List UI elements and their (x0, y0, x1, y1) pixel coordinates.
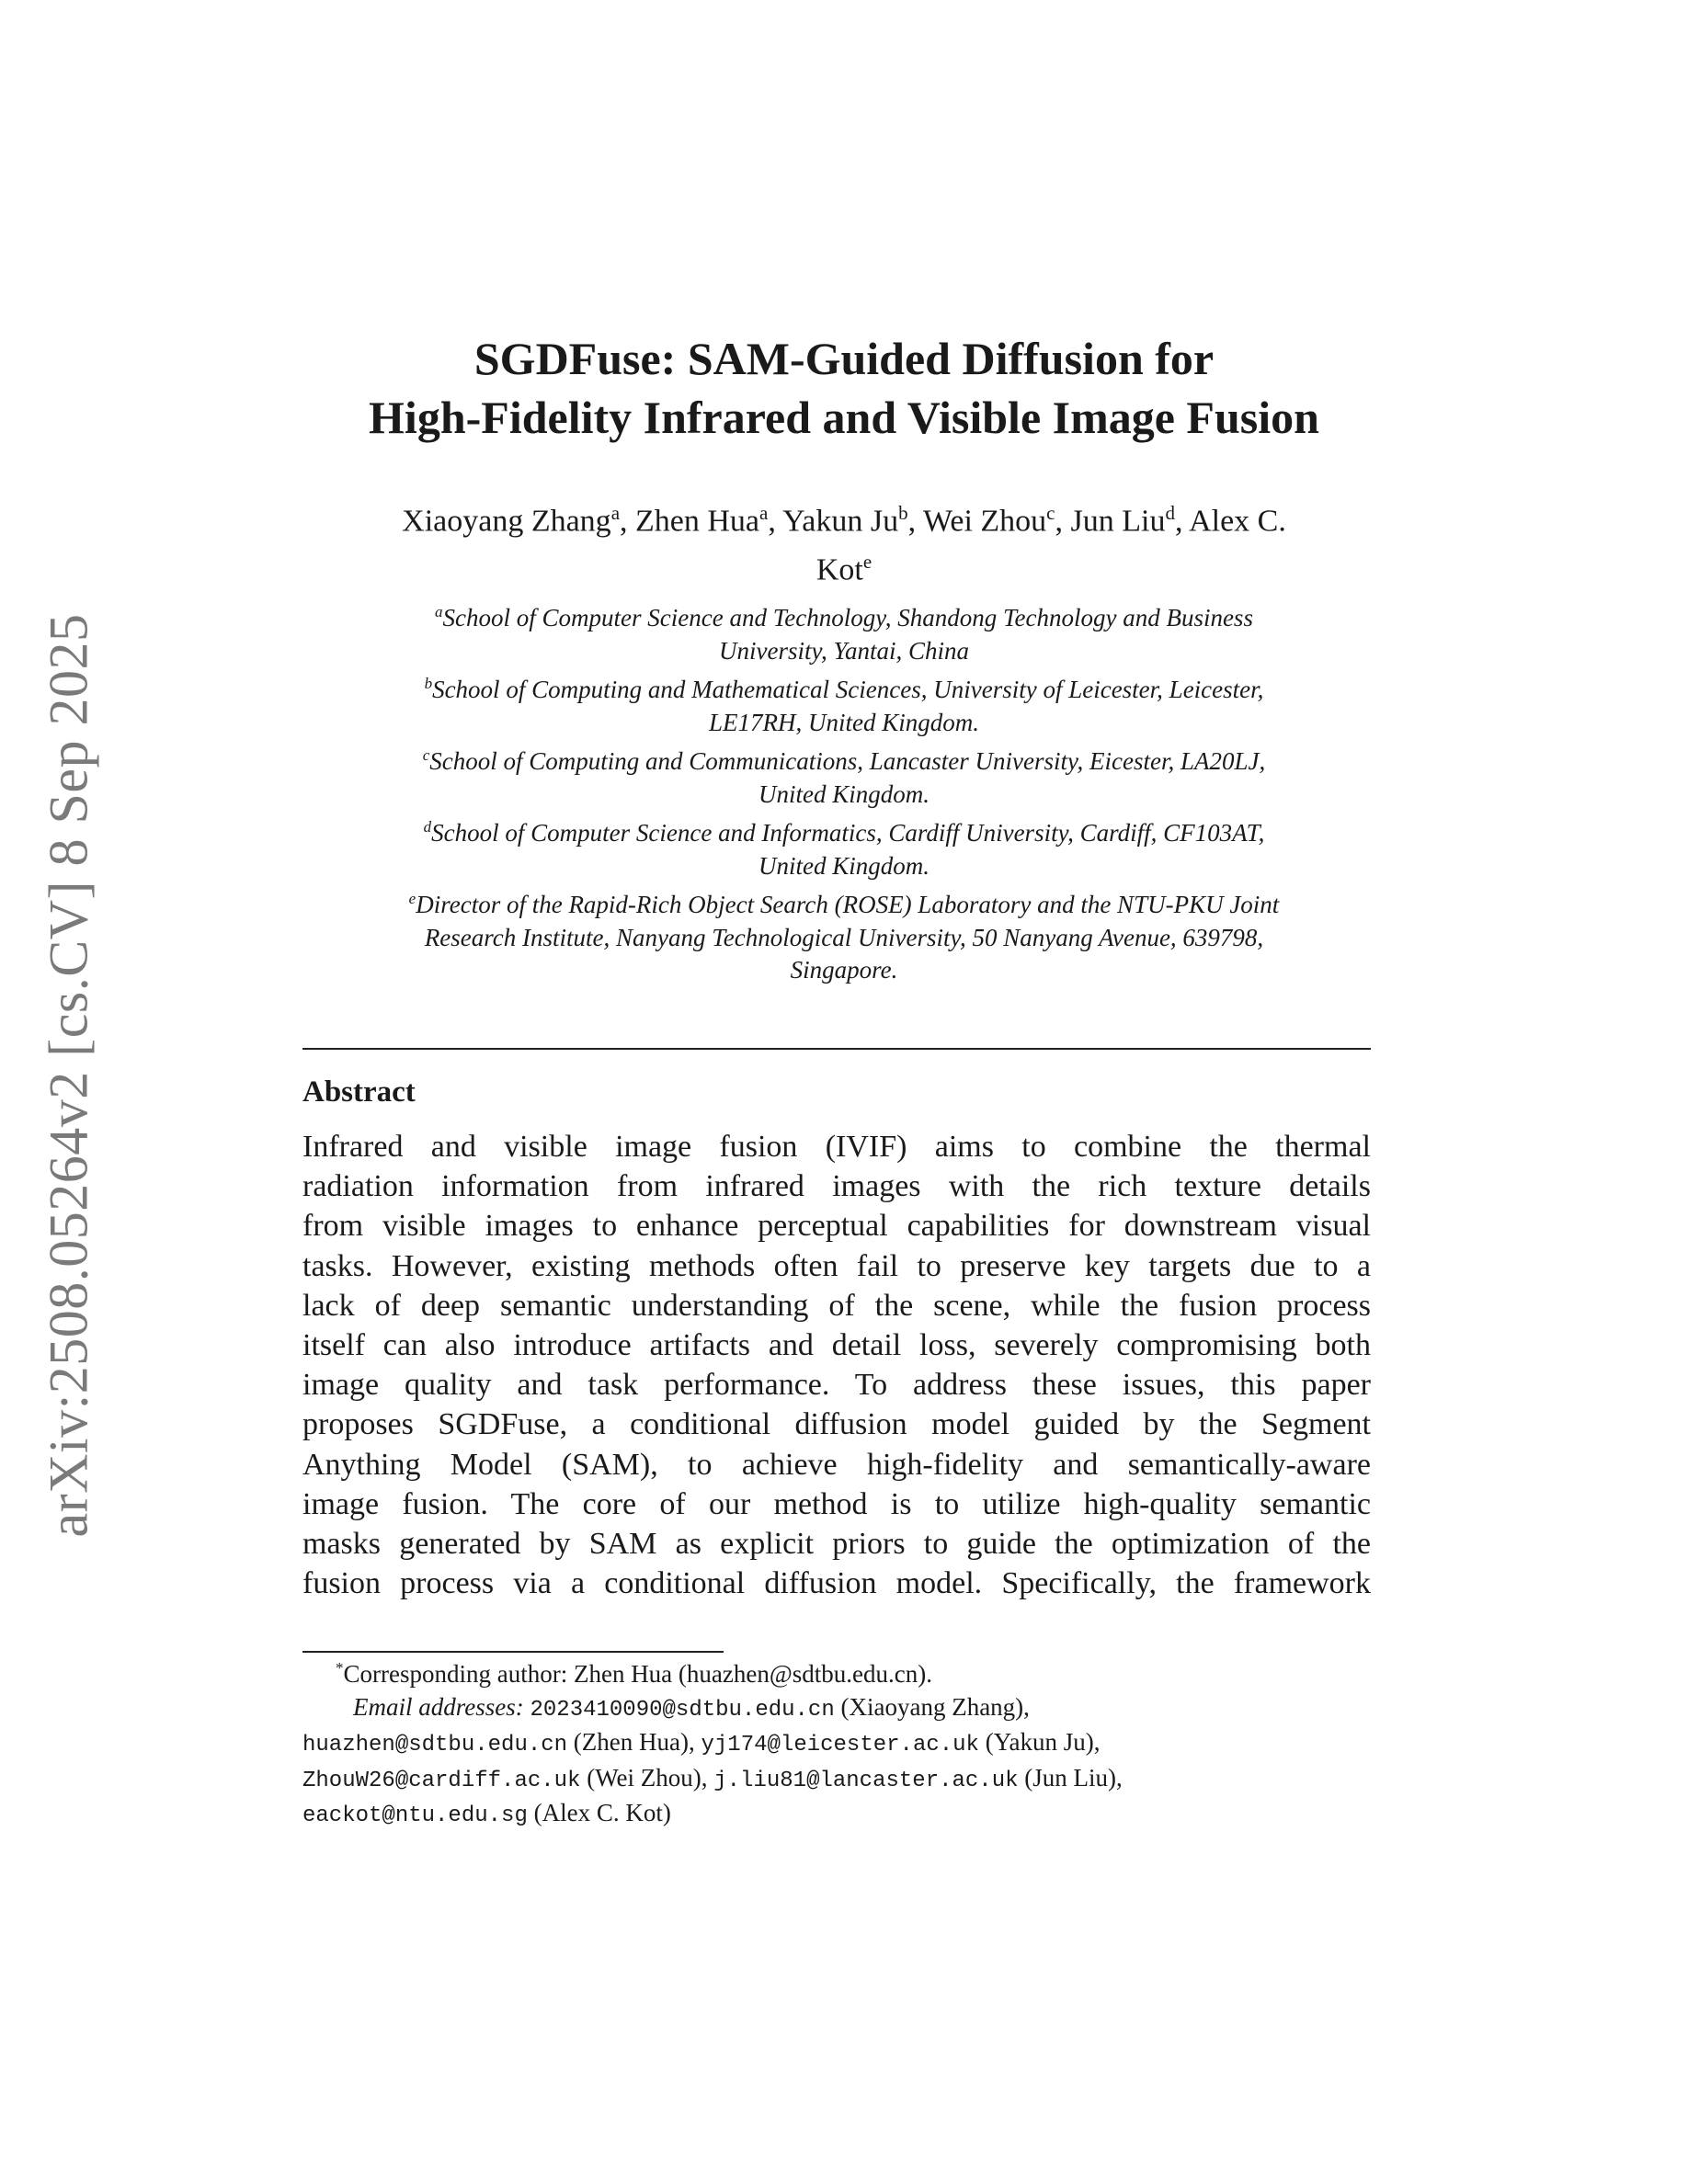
abstract-line: fusion process via a conditional diffusion model. Specifically, the framework (302, 1566, 1371, 1601)
author-name: Yakun Ju (782, 504, 899, 539)
affiliation-e (303, 882, 1385, 987)
author-name: Wei Zhou (922, 504, 1047, 539)
abstract-line: Infrared and visible image fusion (IVIF) aims to combine the thermal (302, 1130, 1371, 1164)
email-owner: (Xiaoyang Zhang), (834, 1692, 1030, 1721)
abstract-line: image fusion. The core of our method is to utilize high-quality semantic (302, 1486, 1371, 1521)
author-separator: , (1174, 504, 1190, 539)
arxiv-stamp-container (28, 613, 110, 1538)
affiliation-d (303, 811, 1385, 882)
abstract-line: from visible images to enhance perceptual capabilities for downstream visual (302, 1209, 1371, 1244)
paper-title (276, 329, 1412, 447)
corresponding-author-text: Corresponding author: Zhen Hua (huazhen@sdtbu.edu.cn). (343, 1660, 932, 1688)
affiliation-line: LE17RH, United Kingdom. (709, 708, 979, 736)
footnotes (302, 1658, 1371, 1833)
email-owner: (Jun Liu), (1018, 1763, 1123, 1792)
author-separator: , (1055, 504, 1071, 539)
email-address[interactable]: eackot@ntu.edu.sg (302, 1803, 528, 1828)
author-affil-mark: a (759, 502, 769, 524)
author-affil-mark: c (1046, 502, 1055, 524)
email-address[interactable]: huazhen@sdtbu.edu.cn (302, 1733, 568, 1757)
email-line-1 (302, 1691, 1371, 1727)
footnote-rule (302, 1651, 724, 1653)
author-name: Xiaoyang Zhang (402, 504, 611, 539)
author-affil-mark: e (862, 551, 873, 574)
email-address[interactable]: yj174@leicester.ac.uk (701, 1733, 979, 1757)
affiliation-line: Director of the Rapid-Rich Object Search (ROSE) Laboratory and the NTU-PKU Joint (416, 891, 1280, 918)
arxiv-identifier-stamp: arXiv:2508.05264v2 [cs.CV] 8 Sep 2025 (38, 613, 99, 1538)
author-affil-mark: d (1165, 502, 1175, 524)
affiliation-mark: d (423, 818, 432, 836)
abstract-heading: Abstract (302, 1075, 416, 1109)
affiliation-mark: a (435, 603, 443, 620)
author-affil-mark: b (898, 502, 908, 524)
abstract-line: lack of deep semantic understanding of the scene, while the fusion process (302, 1288, 1371, 1323)
email-line-3 (302, 1762, 1371, 1798)
abstract-body (302, 1127, 1371, 1603)
abstract-line: tasks. However, existing methods often fail to preserve key targets due to a (302, 1248, 1371, 1283)
footnote-mark: * (336, 1659, 344, 1677)
author-separator: , (907, 504, 923, 539)
email-label: Email addresses: (353, 1692, 524, 1721)
affiliation-line: School of Computer Science and Technology, Shandong Technology and Business (442, 604, 1253, 631)
affiliation-a (303, 596, 1385, 667)
affiliation-line: Research Institute, Nanyang Technological University, 50 Nanyang Avenue, 639798, (424, 923, 1264, 951)
author-separator: , (768, 504, 783, 539)
author-list (303, 493, 1385, 591)
abstract-line: masks generated by SAM as explicit priors to guide the optimization of the (302, 1527, 1371, 1562)
email-owner: (Wei Zhou), (580, 1763, 714, 1792)
author-line-1 (303, 493, 1385, 591)
affiliation-line: United Kingdom. (758, 851, 930, 880)
abstract-line: Anything Model (SAM), to achieve high-fidelity and semantically-aware (302, 1447, 1371, 1482)
affiliation-line: University, Yantai, China (718, 636, 970, 665)
abstract-line: image quality and task performance. To address these issues, this paper (302, 1368, 1371, 1403)
abstract-line: itself can also introduce artifacts and detail loss, severely compromising both (302, 1328, 1371, 1363)
email-line-2 (302, 1726, 1371, 1762)
affiliation-mark: e (408, 890, 416, 907)
abstract-line: radiation information from infrared images with the rich texture details (302, 1169, 1371, 1204)
title-line-2: High-Fidelity Infrared and Visible Image Fusion (369, 392, 1319, 443)
email-address[interactable]: 2023410090@sdtbu.edu.cn (530, 1697, 835, 1723)
author-name-kot: Alex C. Kot (815, 504, 1286, 587)
affiliation-line: Singapore. (790, 956, 898, 984)
affiliation-line: School of Computing and Communications, Lancaster University, Eicester, LA20LJ, (429, 747, 1266, 775)
author-name: Jun Liu (1070, 504, 1166, 539)
affiliation-b (303, 667, 1385, 739)
corresponding-author-note (302, 1658, 1371, 1691)
affiliation-c (303, 739, 1385, 811)
affiliation-mark: c (422, 746, 430, 764)
author-affil-mark: a (610, 502, 621, 524)
email-address[interactable]: ZhouW26@cardiff.ac.uk (302, 1768, 581, 1793)
email-line-4 (302, 1797, 1371, 1833)
affiliation-line: School of Computing and Mathematical Sciences, University of Leicester, Leicester, (432, 676, 1264, 703)
affiliation-line: School of Computer Science and Informatics, Cardiff University, Cardiff, CF103AT, (431, 819, 1265, 847)
abstract-top-rule (302, 1048, 1371, 1050)
affiliation-line: United Kingdom. (758, 779, 930, 808)
abstract-line: proposes SGDFuse, a conditional diffusion model guided by the Segment (302, 1407, 1371, 1442)
title-line-1: SGDFuse: SAM-Guided Diffusion for (473, 333, 1215, 384)
author-name: Zhen Hua (635, 504, 760, 539)
email-owner: (Alex C. Kot) (527, 1799, 671, 1826)
affiliation-list (303, 596, 1385, 987)
email-address[interactable]: j.liu81@lancaster.ac.uk (713, 1768, 1019, 1793)
author-separator: , (620, 504, 636, 539)
email-owner: (Zhen Hua), (567, 1728, 701, 1756)
affiliation-mark: b (424, 675, 433, 692)
email-owner: (Yakun Ju), (978, 1728, 1101, 1756)
